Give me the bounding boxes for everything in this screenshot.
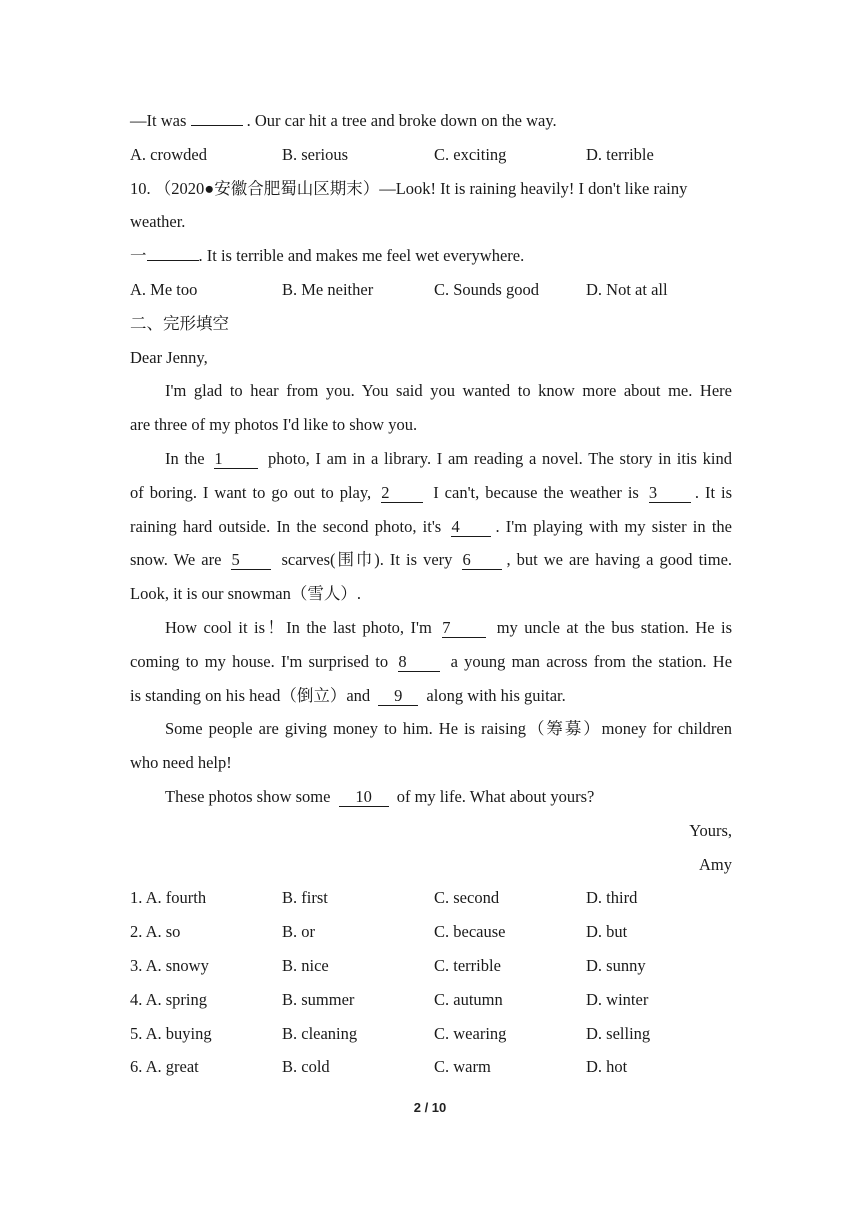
q10-option-d: D. Not at all — [586, 279, 668, 299]
choice-option: B. summer — [282, 989, 355, 1009]
choice-option: C. because — [434, 922, 506, 942]
q9-option-b: B. serious — [282, 144, 348, 164]
q10-blank — [147, 260, 199, 261]
choice-row-2 — [130, 915, 732, 949]
letter-salutation: Dear Jenny, — [130, 347, 208, 367]
choice-option: D. sunny — [586, 955, 646, 975]
letter-closing: Yours, — [689, 820, 732, 840]
letter-p3-line3 — [130, 679, 732, 713]
choice-option: C. terrible — [434, 955, 501, 975]
choice-option: 6. A. great — [130, 1057, 199, 1077]
choice-option: D. winter — [586, 989, 649, 1009]
choice-option: D. but — [586, 922, 628, 942]
choice-option: B. nice — [282, 955, 329, 975]
letter-p2-line1 — [130, 442, 732, 476]
text-run: raining hard outside. In the second photo, it's — [130, 516, 442, 536]
choice-option: B. cleaning — [282, 1023, 358, 1043]
letter-p3-line2 — [130, 645, 732, 679]
choice-option: C. warm — [434, 1057, 491, 1077]
letter-p2-line4 — [130, 543, 732, 577]
q10-option-a: A. Me too — [130, 279, 198, 299]
choice-option: C. wearing — [434, 1023, 507, 1043]
blank-1: 1 — [214, 450, 258, 469]
text-run: a young man across from the station. He — [450, 651, 732, 671]
text-run: my uncle at the bus station. He is — [496, 617, 732, 637]
choice-option: D. hot — [586, 1057, 628, 1077]
blank-9: 9 — [378, 687, 418, 706]
choice-row-1 — [130, 881, 732, 915]
letter-p2-line3 — [130, 510, 732, 544]
q9-options — [130, 138, 732, 172]
q10-option-b: B. Me neither — [282, 279, 374, 299]
text-run: of boring. I want to go out to play, — [130, 482, 372, 502]
q10-stem-line2: weather. — [130, 212, 186, 232]
choice-row-6 — [130, 1050, 732, 1084]
text-run: along with his guitar. — [426, 685, 566, 705]
letter-p5-line1 — [130, 780, 732, 814]
blank-5: 5 — [231, 551, 271, 570]
choice-option: D. third — [586, 888, 638, 908]
text-run: These photos show some — [165, 786, 331, 806]
choice-option: C. autumn — [434, 989, 503, 1009]
q9-option-d: D. terrible — [586, 144, 654, 164]
text-run: is standing on his head（倒立）and — [130, 685, 371, 705]
text-run: snow. We are — [130, 550, 222, 570]
choice-option: C. second — [434, 888, 500, 908]
text-run: scarves(围巾). It is very — [281, 550, 453, 570]
text-run: . It is — [694, 482, 732, 502]
blank-2: 2 — [381, 484, 423, 503]
blank-3: 3 — [649, 484, 691, 503]
q10-stem-line1: 10. （2020●安徽合肥蜀山区期末）—Look! It is raining heavily! I don't like rainy — [130, 178, 688, 198]
text-run: . I'm playing with my sister in the — [495, 516, 732, 536]
text-run: In the — [165, 448, 205, 468]
text-run: I can't, because the weather is — [433, 482, 639, 502]
letter-p1-line2: are three of my photos I'd like to show you. — [130, 415, 418, 435]
q10-answer-line — [130, 239, 732, 273]
letter-signature: Amy — [699, 854, 732, 874]
q9-answer-line — [130, 104, 732, 138]
blank-7: 7 — [442, 619, 486, 638]
section-title: 二、完形填空 — [130, 313, 229, 333]
q9-option-c: C. exciting — [434, 144, 507, 164]
choice-option: D. selling — [586, 1023, 651, 1043]
letter-p2-line5: Look, it is our snowman（雪人）. — [130, 584, 361, 604]
choice-row-3 — [130, 949, 732, 983]
letter-p1-line1: I'm glad to hear from you. You said you wanted to know more about me. Here — [165, 381, 732, 401]
text-run: photo, I am in a library. I am reading a novel. The story in itis kind — [268, 448, 732, 468]
q10-suffix: . It is terrible and makes me feel wet everywhere. — [198, 246, 525, 266]
text-run: coming to my house. I'm surprised to — [130, 651, 389, 671]
choice-option: 1. A. fourth — [130, 888, 207, 908]
page-number: 2 / 10 — [413, 1100, 447, 1115]
q9-option-a: A. crowded — [130, 144, 207, 164]
text-run: of my life. What about yours? — [396, 786, 595, 806]
letter-p4-line1: Some people are giving money to him. He is raising（筹募）money for children — [165, 719, 732, 739]
choice-option: B. first — [282, 888, 328, 908]
choice-option: B. cold — [282, 1057, 330, 1077]
blank-10: 10 — [339, 788, 389, 807]
q10-options — [130, 273, 732, 307]
choice-option: 5. A. buying — [130, 1023, 212, 1043]
choice-row-5 — [130, 1017, 732, 1051]
page-content — [130, 104, 732, 1084]
choice-option: B. or — [282, 922, 315, 942]
choice-option: 3. A. snowy — [130, 955, 209, 975]
choice-option: 4. A. spring — [130, 989, 208, 1009]
q10-option-c: C. Sounds good — [434, 279, 539, 299]
letter-p3-line1 — [130, 611, 732, 645]
letter-p2-line2 — [130, 476, 732, 510]
q9-blank — [191, 125, 243, 126]
blank-6: 6 — [462, 551, 502, 570]
blank-4: 4 — [451, 518, 491, 537]
choice-row-4 — [130, 983, 732, 1017]
q10-dash: 一 — [130, 246, 147, 266]
q9-prefix: —It was — [130, 111, 191, 130]
q9-suffix: . Our car hit a tree and broke down on the way. — [242, 111, 557, 130]
blank-8: 8 — [398, 653, 440, 672]
text-run: How cool it is！In the last photo, I'm — [165, 617, 432, 637]
letter-p4-line2: who need help! — [130, 753, 232, 773]
choice-option: 2. A. so — [130, 922, 181, 942]
text-run: , but we are having a good time. — [506, 550, 732, 570]
